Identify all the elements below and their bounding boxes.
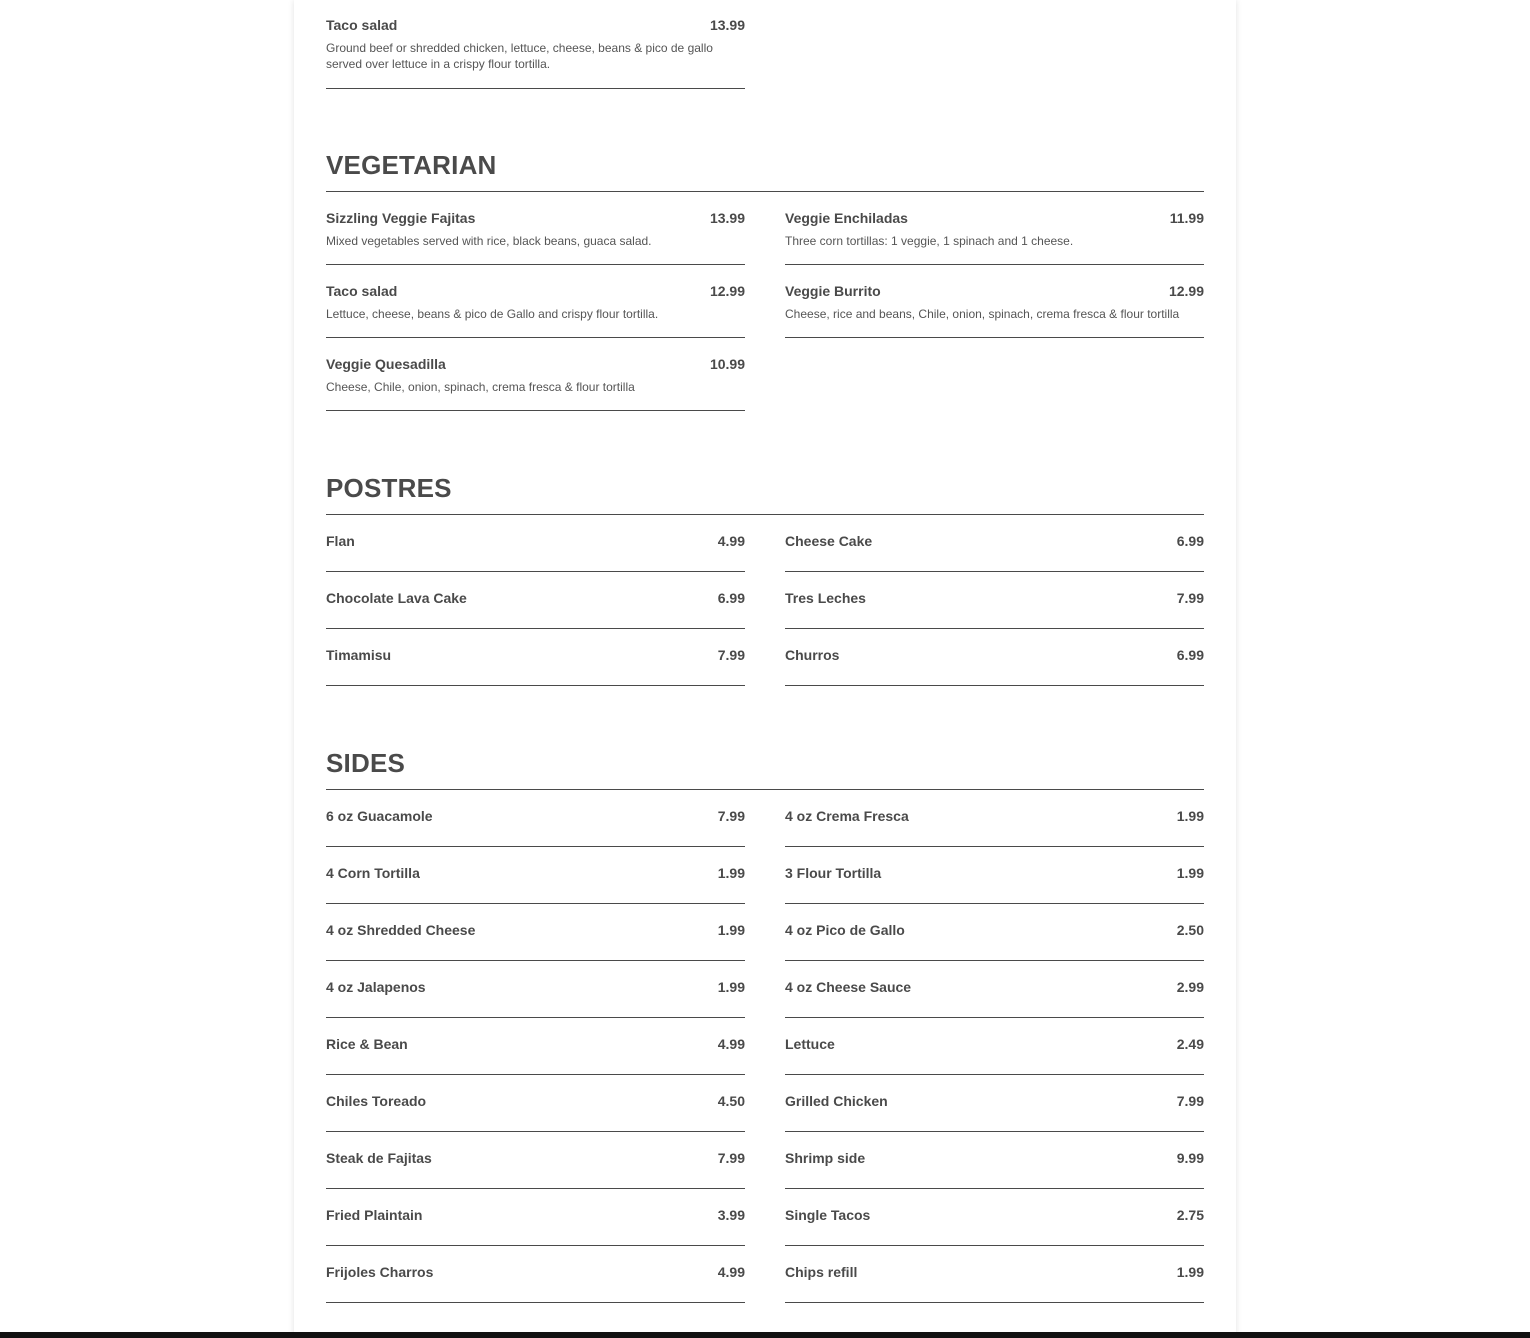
item-name: Cheese Cake [785,533,873,549]
item-price: 13.99 [709,210,745,226]
menu-item [785,1132,1204,1189]
section-vegetarian [326,147,1204,394]
item-name: Veggie Enchiladas [785,210,908,226]
item-price: 1.99 [1176,1264,1204,1280]
section-postres [326,470,1204,663]
section-title: VEGETARIAN [326,147,1204,192]
item-name: Tres Leches [785,590,866,606]
menu-item [785,629,1204,686]
menu-item [785,192,1204,265]
item-price: 6.99 [1176,647,1204,663]
item-price: 1.99 [717,922,745,938]
menu-item [785,1246,1204,1303]
item-price: 2.49 [1176,1036,1204,1052]
item-price: 10.99 [709,356,745,372]
menu-item [785,790,1204,847]
section-title: POSTRES [326,470,1204,515]
item-price: 7.99 [717,647,745,663]
menu-item [785,515,1204,572]
item-description: Three corn tortillas: 1 veggie, 1 spinach and 1 cheese. [785,234,1074,248]
item-description: Ground beef or shredded chicken, lettuce, cheese, beans & pico de gallo served over lettuce in a crispy flour tortilla. [326,41,713,71]
menu-item [326,338,745,411]
item-description: Lettuce, cheese, beans & pico de Gallo and crispy flour tortilla. [326,307,659,321]
item-price: 12.99 [709,283,745,299]
item-price: 4.99 [717,1036,745,1052]
menu-item [326,192,745,265]
column-right [785,192,1204,338]
item-price: 1.99 [717,865,745,881]
item-name: Fried Plaintain [326,1207,423,1223]
item-name: Chocolate Lava Cake [326,590,467,606]
menu-item [785,1018,1204,1075]
item-name: 4 oz Shredded Cheese [326,922,476,938]
item-price: 7.99 [717,1150,745,1166]
menu-item [326,790,745,847]
item-name: 4 oz Pico de Gallo [785,922,905,938]
item-price: 7.99 [1176,590,1204,606]
menu-page [294,0,1236,1338]
item-name: Chips refill [785,1264,858,1280]
menu-item [785,265,1204,338]
menu-item [326,572,745,629]
item-name: 4 oz Cheese Sauce [785,979,912,995]
section-title: SIDES [326,745,1204,790]
item-price: 2.50 [1176,922,1204,938]
menu-item [785,847,1204,904]
item-description: Cheese, Chile, onion, spinach, crema fresca & flour tortilla [326,380,635,394]
item-price: 2.99 [1176,979,1204,995]
item-name: Sizzling Veggie Fajitas [326,210,476,226]
item-name: Steak de Fajitas [326,1150,432,1166]
item-name: Flan [326,533,355,549]
item-name: Taco salad [326,283,398,299]
item-price: 1.99 [1176,808,1204,824]
item-description: Mixed vegetables served with rice, black beans, guaca salad. [326,234,652,248]
item-price: 7.99 [1176,1093,1204,1109]
item-price: 4.99 [717,533,745,549]
column-right [785,515,1204,686]
column-left [326,515,745,686]
item-price: 6.99 [1176,533,1204,549]
menu-item [326,14,745,89]
menu-item [326,961,745,1018]
menu-item [326,1075,745,1132]
column-left [326,192,745,411]
item-price: 2.75 [1176,1207,1204,1223]
menu-item [785,1075,1204,1132]
menu-item [326,847,745,904]
item-price: 7.99 [717,808,745,824]
menu-item [785,961,1204,1018]
menu-item [785,904,1204,961]
item-name: Grilled Chicken [785,1093,888,1109]
menu-item [326,1018,745,1075]
item-price: 13.99 [709,17,745,33]
item-name: Chiles Toreado [326,1093,427,1109]
section-sides [326,745,1204,1280]
item-price: 4.99 [717,1264,745,1280]
item-name: Shrimp side [785,1150,866,1166]
item-name: Timamisu [326,647,392,663]
item-price: 6.99 [717,590,745,606]
menu-item [326,265,745,338]
item-price: 9.99 [1176,1150,1204,1166]
item-price: 1.99 [717,979,745,995]
menu-item [326,1189,745,1246]
item-name: Veggie Quesadilla [326,356,446,372]
bottom-bar [0,1332,1530,1338]
item-name: Taco salad [326,17,398,33]
item-name: Lettuce [785,1036,835,1052]
item-price: 3.99 [717,1207,745,1223]
menu-item [326,515,745,572]
item-price: 12.99 [1168,283,1204,299]
item-price: 4.50 [717,1093,745,1109]
item-name: 3 Flour Tortilla [785,865,882,881]
item-name: Veggie Burrito [785,283,881,299]
item-name: Rice & Bean [326,1036,408,1052]
menu-item [326,1132,745,1189]
menu-item [326,629,745,686]
menu-item [326,1246,745,1303]
menu-item [785,1189,1204,1246]
menu-item [326,904,745,961]
item-price: 1.99 [1176,865,1204,881]
item-name: Churros [785,647,840,663]
item-description: Cheese, rice and beans, Chile, onion, spinach, crema fresca & flour tortilla [785,307,1180,321]
item-name: Frijoles Charros [326,1264,434,1280]
item-name: 6 oz Guacamole [326,808,433,824]
item-name: 4 Corn Tortilla [326,865,420,881]
item-name: 4 oz Crema Fresca [785,808,909,824]
item-name: Single Tacos [785,1207,871,1223]
column-left [326,790,745,1303]
column-right [785,790,1204,1303]
menu-item [785,572,1204,629]
item-price: 11.99 [1169,210,1204,226]
item-name: 4 oz Jalapenos [326,979,426,995]
